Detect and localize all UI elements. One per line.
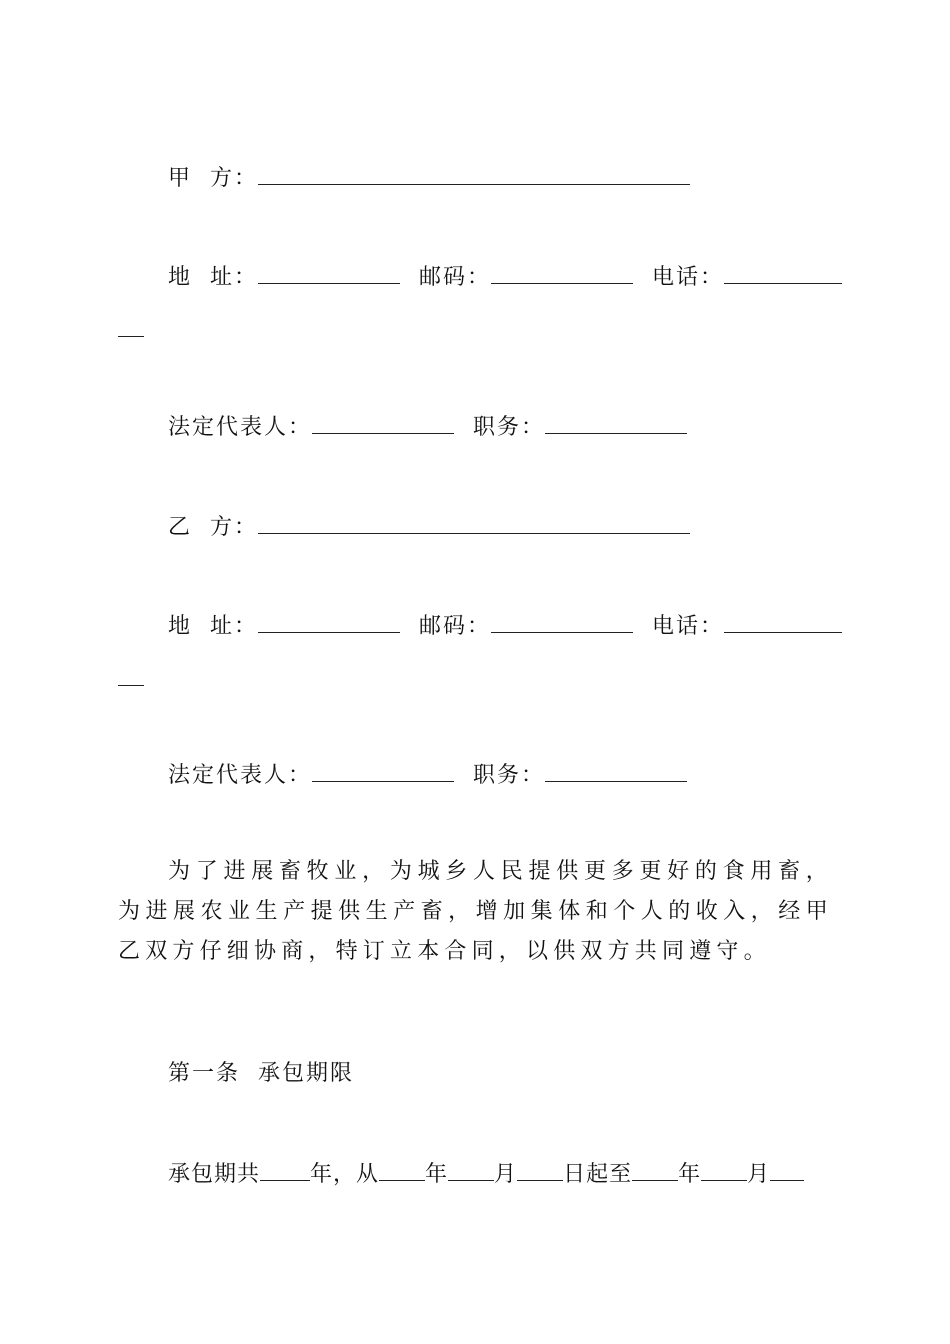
party-b-title-label: 职务： xyxy=(473,763,546,788)
party-a-postcode-label: 邮码： xyxy=(419,265,492,290)
party-b-phone-blank-continuation xyxy=(118,685,144,686)
party-a-title-label: 职务： xyxy=(473,415,546,440)
party-b-rep-line xyxy=(168,761,687,790)
party-a-phone-blank-continuation xyxy=(118,336,144,337)
term-prefix: 承包期共 xyxy=(168,1162,261,1187)
party-a-rep-blank[interactable] xyxy=(312,413,454,434)
party-a-phone-blank[interactable] xyxy=(724,263,842,284)
party-b-address-blank[interactable] xyxy=(258,612,400,633)
party-b-rep-label: 法定代表人： xyxy=(168,763,313,788)
party-a-phone-label: 电话： xyxy=(652,265,725,290)
start-year-label: 年 xyxy=(425,1162,449,1187)
term-years-blank[interactable] xyxy=(260,1160,310,1181)
party-b-address-line xyxy=(168,612,842,641)
party-a-rep-label: 法定代表人： xyxy=(168,415,313,440)
party-b-rep-blank[interactable] xyxy=(312,761,454,782)
party-b-title-blank[interactable] xyxy=(545,761,687,782)
start-month-label: 月 xyxy=(494,1162,518,1187)
end-month-label: 月 xyxy=(747,1162,771,1187)
party-b-postcode-blank[interactable] xyxy=(491,612,633,633)
party-a-line xyxy=(168,164,690,193)
party-b-address-label: 地 址： xyxy=(168,614,258,639)
start-year-blank[interactable] xyxy=(379,1160,425,1181)
article-1-term-line xyxy=(168,1160,804,1189)
start-day-blank[interactable] xyxy=(517,1160,563,1181)
party-a-label: 甲 方： xyxy=(168,166,258,191)
party-a-postcode-blank[interactable] xyxy=(491,263,633,284)
party-a-address-blank[interactable] xyxy=(258,263,400,284)
party-a-rep-line xyxy=(168,413,687,442)
end-day-blank[interactable] xyxy=(770,1160,804,1181)
party-a-title-blank[interactable] xyxy=(545,413,687,434)
article-1-heading: 第一条 承包期限 xyxy=(168,1061,354,1086)
end-year-blank[interactable] xyxy=(632,1160,678,1181)
start-month-blank[interactable] xyxy=(448,1160,494,1181)
party-b-name-blank[interactable] xyxy=(258,513,690,534)
party-a-name-blank[interactable] xyxy=(258,164,690,185)
start-day-label: 日起至 xyxy=(563,1162,633,1187)
party-b-postcode-label: 邮码： xyxy=(419,614,492,639)
preamble-paragraph: 为了进展畜牧业，为城乡人民提供更多更好的食用畜，为进展农业生产提供生产畜，增加集体和个人的收入，经甲乙双方仔细协商，特订立本合同，以供双方共同遵守。 xyxy=(118,859,833,964)
party-b-label: 乙 方： xyxy=(168,515,258,540)
party-a-address-label: 地 址： xyxy=(168,265,258,290)
party-a-address-line xyxy=(168,263,842,292)
term-year-from-label: 年，从 xyxy=(310,1162,380,1187)
party-b-line xyxy=(168,513,690,542)
party-b-phone-label: 电话： xyxy=(652,614,725,639)
party-b-phone-blank[interactable] xyxy=(724,612,842,633)
end-year-label: 年 xyxy=(678,1162,702,1187)
end-month-blank[interactable] xyxy=(701,1160,747,1181)
